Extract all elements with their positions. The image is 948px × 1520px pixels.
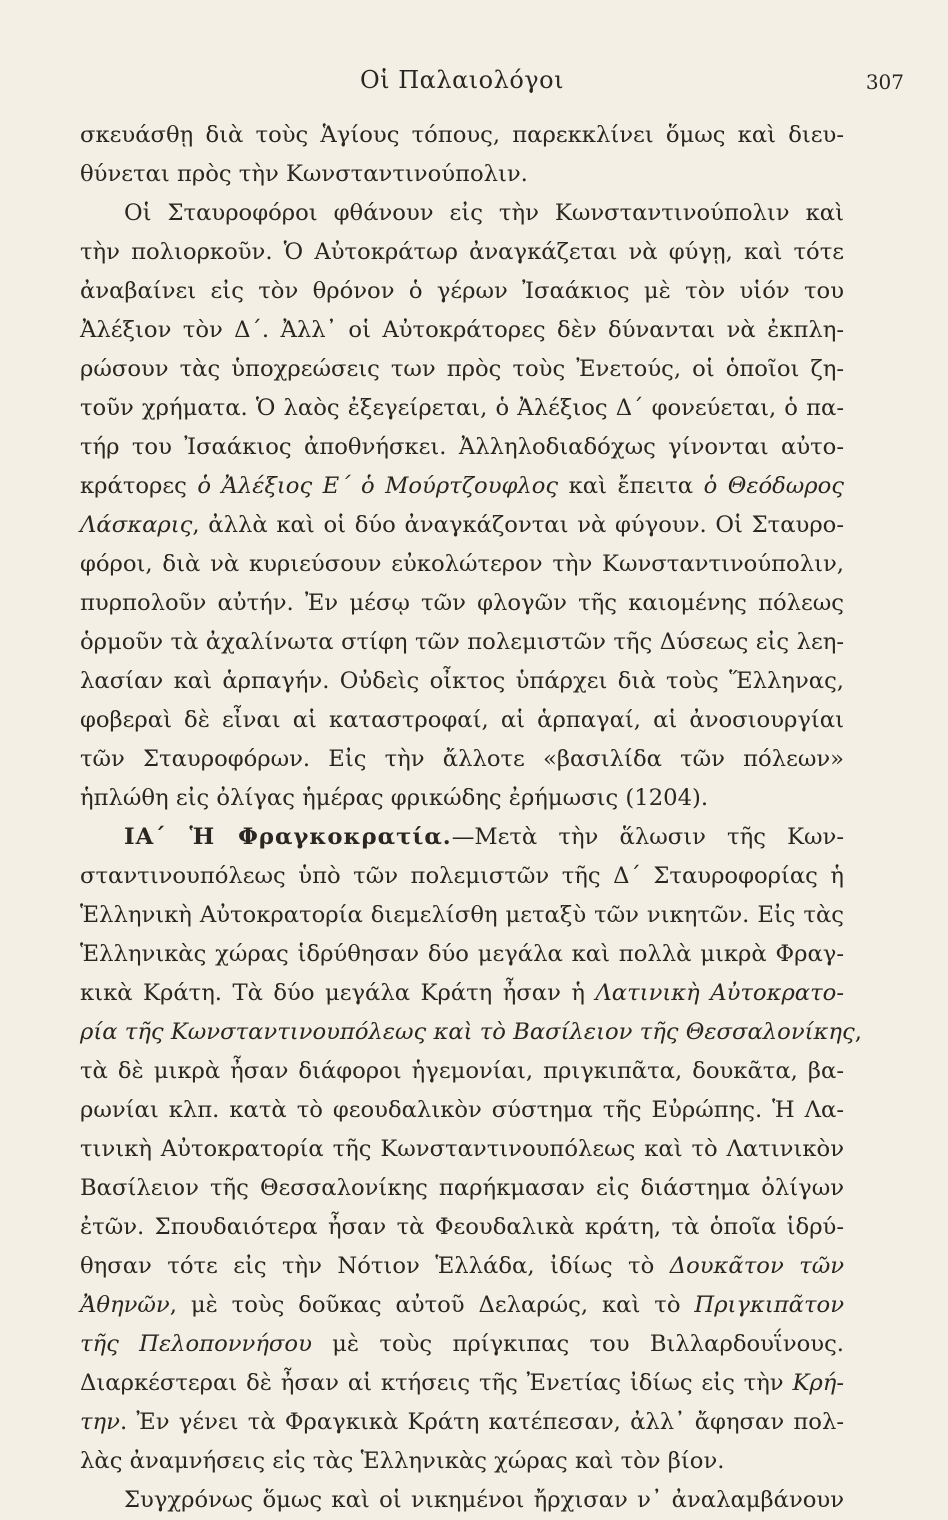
text-line: σταντινουπόλεως ὑπὸ τῶν πολεμιστῶν τῆς Δ΄ Σταυροφορίας ἡ xyxy=(80,863,844,889)
text-line: ρία τῆς Κωνσταντινουπόλεως καὶ τὸ Βασίλειον τῆς Θεσσαλονίκης, xyxy=(80,1019,862,1045)
text-line: τοῦν χρήματα. Ὁ λαὸς ἐξεγείρεται, ὁ Ἀλέξιος Δ΄ φονεύεται, ὁ πα- xyxy=(80,395,844,421)
text-line: Οἱ Σταυροφόροι φθάνουν εἰς τὴν Κωνσταντινούπολιν καὶ xyxy=(124,200,844,226)
text-line: λασίαν καὶ ἁρπαγήν. Οὐδεὶς οἶκτος ὑπάρχει διὰ τοὺς Ἕλληνας, xyxy=(80,668,844,694)
text-line: Ἀλέξιον τὸν Δ΄. Ἀλλ᾽ οἱ Αὐτοκράτορες δὲν δύνανται νὰ ἐκπλη- xyxy=(80,317,844,343)
text-line: φοβεραὶ δὲ εἶναι αἱ καταστροφαί, αἱ ἁρπαγαί, αἱ ἀνοσιουργίαι xyxy=(80,707,844,733)
text-line: θησαν τότε εἰς τὴν Νότιον Ἑλλάδα, ἰδίως τὸ Δουκᾶτον τῶν xyxy=(80,1253,845,1279)
text-line: τὴν πολιορκοῦν. Ὁ Αὐτοκράτωρ ἀναγκάζεται νὰ φύγῃ, καὶ τότε xyxy=(80,239,844,265)
text-line: τῶν Σταυροφόρων. Εἰς τὴν ἄλλοτε «βασιλίδα τῶν πόλεων» xyxy=(80,746,844,772)
text-line: τινικὴ Αὐτοκρατορία τῆς Κωνσταντινουπόλεως καὶ τὸ Λατινικὸν xyxy=(80,1136,844,1162)
text-line: κικὰ Κράτη. Τὰ δύο μεγάλα Κράτη ἦσαν ἡ Λατινικὴ Αὐτοκρατο- xyxy=(80,980,844,1006)
page-number: 307 xyxy=(865,70,904,94)
text-line: ΙΑ΄ Ἡ Φραγκοκρατία.—Μετὰ τὴν ἅλωσιν τῆς Κων- xyxy=(124,824,844,850)
text-line: τῆς Πελοποννήσου μὲ τοὺς πρίγκιπας του Βιλλαρδουΐνους. xyxy=(80,1331,844,1357)
text-line: κράτορες ὁ Ἀλέξιος Ε΄ ὁ Μούρτζουφλος καὶ ἔπειτα ὁ Θεόδωρος xyxy=(80,473,845,499)
text-line: Συγχρόνως ὅμως καὶ οἱ νικημένοι ἤρχισαν ν᾽ ἀναλαμβάνουν xyxy=(124,1487,844,1513)
text-line: Διαρκέστεραι δὲ ἦσαν αἱ κτήσεις τῆς Ἐνετίας ἰδίως εἰς τὴν Κρή- xyxy=(80,1370,844,1396)
text-line: τὰ δὲ μικρὰ ἦσαν διάφοροι ἡγεμονίαι, πριγκιπᾶτα, δουκᾶτα, βα- xyxy=(80,1058,844,1084)
text-line: πυρπολοῦν αὐτήν. Ἐν μέσῳ τῶν φλογῶν τῆς καιομένης πόλεως xyxy=(80,590,844,616)
text-line: θύνεται πρὸς τὴν Κωνσταντινούπολιν. xyxy=(80,161,528,187)
text-line: ἀναβαίνει εἰς τὸν θρόνον ὁ γέρων Ἰσαάκιος μὲ τὸν υἱόν του xyxy=(80,278,844,304)
text-line: Βασίλειον τῆς Θεσσαλονίκης παρήκμασαν εἰς διάστημα ὀλίγων xyxy=(80,1175,844,1201)
text-line: ἐτῶν. Σπουδαιότερα ἦσαν τὰ Φεουδαλικὰ κράτη, τὰ ὁποῖα ἱδρύ- xyxy=(80,1214,844,1240)
text-line: ἡπλώθη εἰς ὀλίγας ἡμέρας φρικώδης ἐρήμωσις (1204). xyxy=(80,785,709,811)
text-line: φόροι, διὰ νὰ κυριεύσουν εὐκολώτερον τὴν Κωνσταντινούπολιν, xyxy=(80,551,844,577)
text-line: σκευάσθῃ διὰ τοὺς Ἁγίους τόπους, παρεκκλίνει ὅμως καὶ διευ- xyxy=(80,122,844,148)
text-line: Ἑλληνικὴ Αὐτοκρατορία διεμελίσθη μεταξὺ τῶν νικητῶν. Εἰς τὰς xyxy=(80,902,844,928)
text-line: ρωνίαι κλπ. κατὰ τὸ φεουδαλικὸν σύστημα τῆς Εὐρώπης. Ἡ Λα- xyxy=(80,1097,844,1123)
text-line: Λάσκαρις, ἀλλὰ καὶ οἱ δύο ἀναγκάζονται νὰ φύγουν. Οἱ Σταυρο- xyxy=(80,512,844,538)
text-line: την. Ἐν γένει τὰ Φραγκικὰ Κράτη κατέπεσαν, ἀλλ᾽ ἄφησαν πολ- xyxy=(80,1409,844,1435)
page-header-title: Οἱ Παλαιολόγοι xyxy=(360,66,564,94)
text-line: Ἀθηνῶν, μὲ τοὺς δοῦκας αὐτοῦ Δελαρώς, καὶ τὸ Πριγκιπᾶτον xyxy=(80,1292,844,1318)
text-line: Ἑλληνικὰς χώρας ἱδρύθησαν δύο μεγάλα καὶ πολλὰ μικρὰ Φραγ- xyxy=(80,941,844,967)
body-text xyxy=(80,116,862,1520)
text-line: λὰς ἀναμνήσεις εἰς τὰς Ἑλληνικὰς χώρας καὶ τὸν βίον. xyxy=(80,1448,725,1474)
running-header xyxy=(80,60,904,100)
text-line: τήρ του Ἰσαάκιος ἀποθνήσκει. Ἀλληλοδιαδόχως γίνονται αὐτο- xyxy=(80,434,844,460)
text-line: ρώσουν τὰς ὑποχρεώσεις των πρὸς τοὺς Ἐνετούς, οἱ ὁποῖοι ζη- xyxy=(80,356,844,382)
text-line: ὁρμοῦν τὰ ἀχαλίνωτα στίφη τῶν πολεμιστῶν τῆς Δύσεως εἰς λεη- xyxy=(80,629,844,655)
